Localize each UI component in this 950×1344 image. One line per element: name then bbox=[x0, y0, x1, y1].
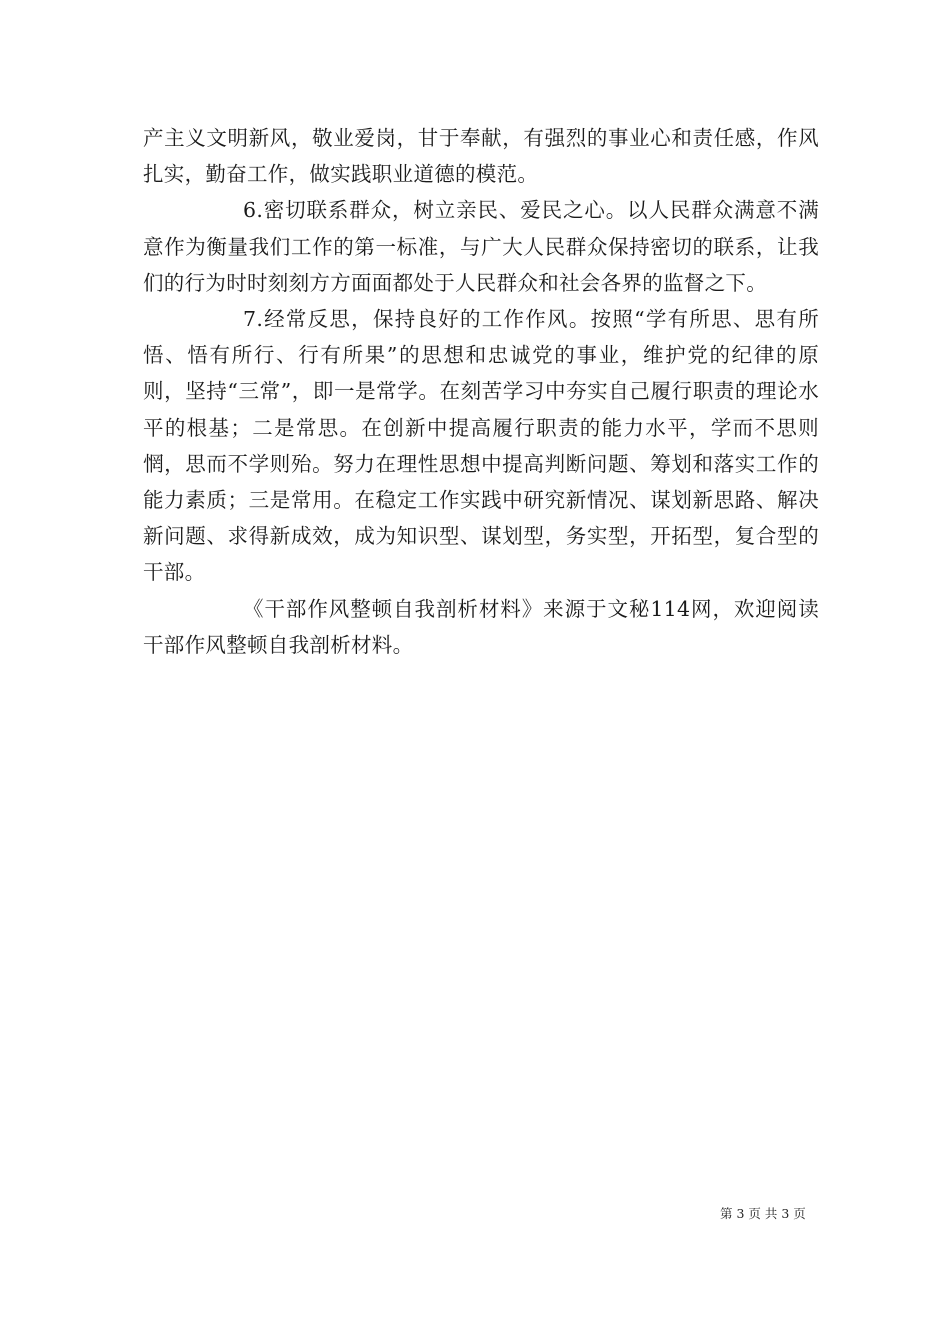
paragraph-continuation: 产主义文明新风，敬业爱岗，甘于奉献，有强烈的事业心和责任感，作风扎实，勤奋工作，做实践职业道德的模范。 bbox=[143, 126, 819, 187]
paragraph-source-note: 《干部作风整顿自我剖析材料》来源于文秘114网，欢迎阅读干部作风整顿自我剖析材料。 bbox=[143, 596, 819, 657]
document-body bbox=[143, 120, 819, 663]
paragraph-item-7: 7.经常反思，保持良好的工作作风。按照“学有所思、思有所悟、悟有所行、行有所果”的思想和忠诚党的事业，维护党的纪律的原则，坚持“三常”，即一是常学。在刻苦学习中夯实自己履行职责的理论水平的根基；二是常思。在创新中提高履行职责的能力水平，学而不思则惘，思而不学则殆。努力在理性思想中提高判断问题、筹划和落实工作的能力素质；三是常用。在稳定工作实践中研究新情况、谋划新思路、解决新问题、求得新成效，成为知识型、谋划型，务实型，开拓型，复合型的干部。 bbox=[143, 307, 819, 585]
paragraph-item-6: 6.密切联系群众，树立亲民、爱民之心。以人民群众满意不满意作为衡量我们工作的第一标准，与广大人民群众保持密切的联系，让我们的行为时时刻刻方方面面都处于人民群众和社会各界的监督之下。 bbox=[143, 198, 819, 295]
page-number-footer: 第 3 页 共 3 页 bbox=[720, 1206, 806, 1221]
